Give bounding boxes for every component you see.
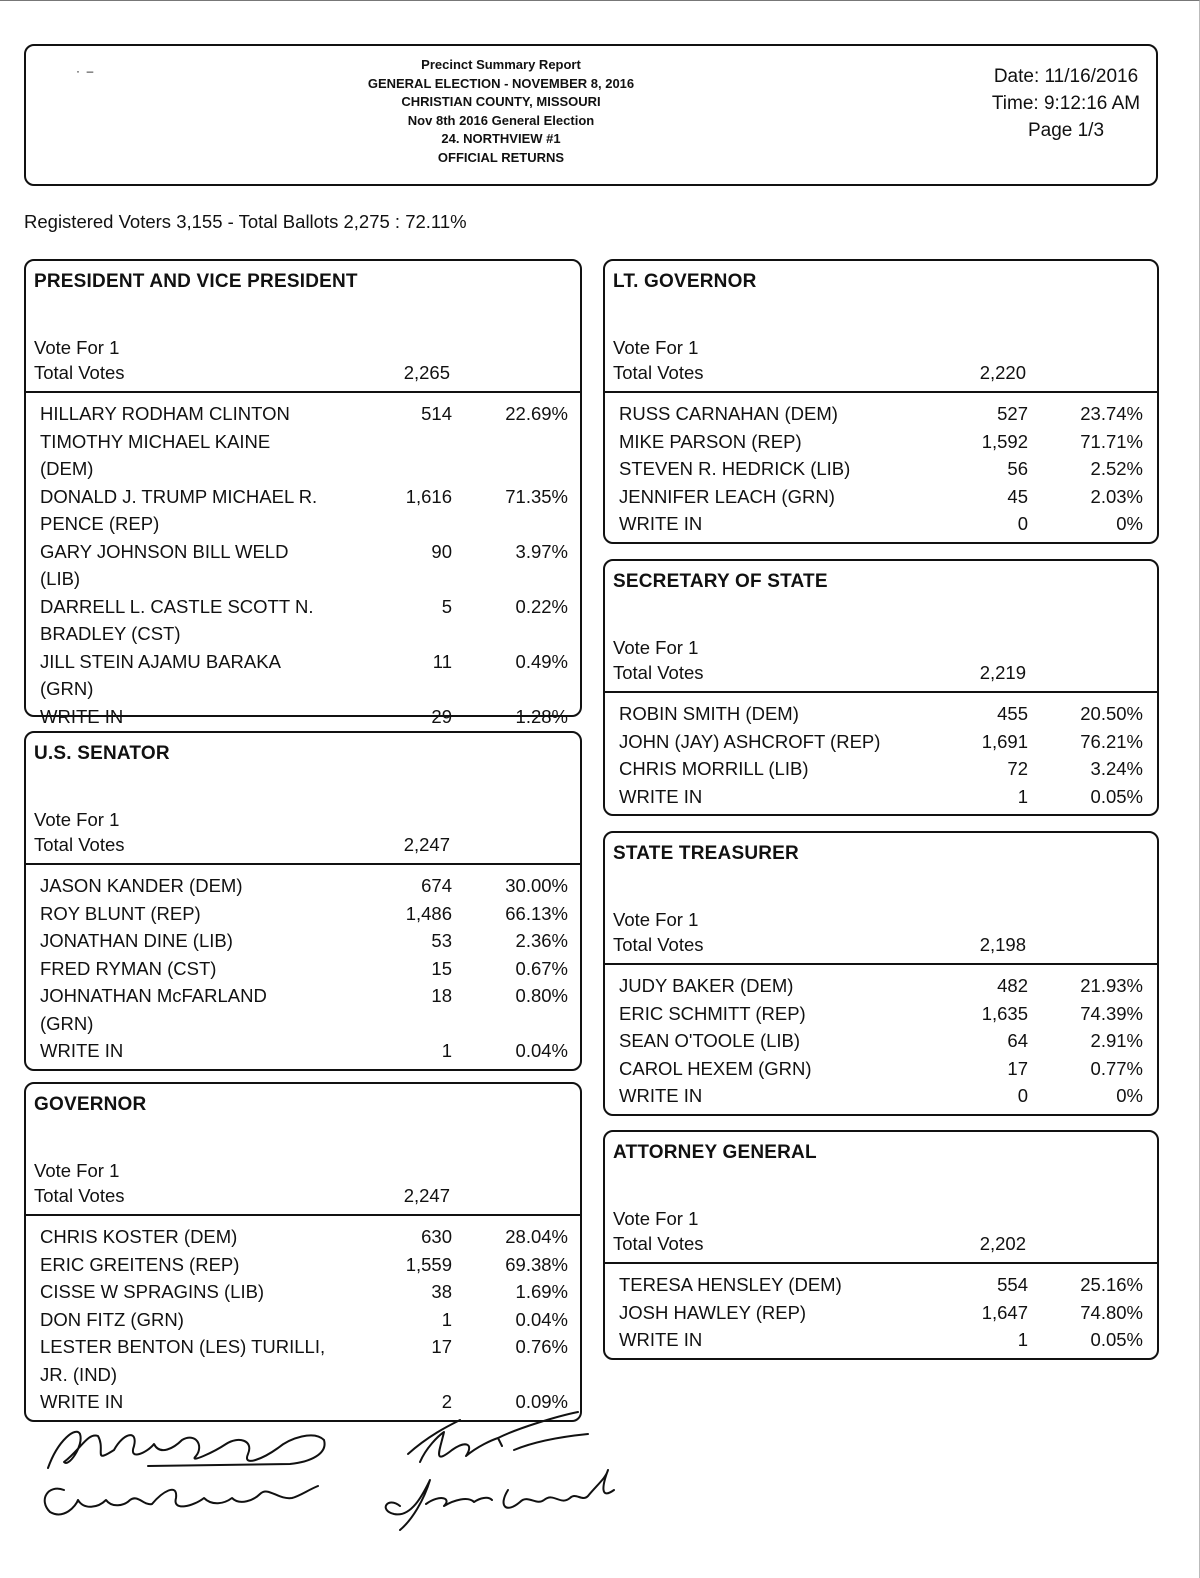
candidate-row — [26, 1333, 580, 1388]
race-title: STATE TREASURER — [613, 843, 799, 864]
election-subtitle: Nov 8th 2016 General Election — [407, 112, 595, 128]
candidate-name: ERIC GREITENS (REP) — [40, 1253, 240, 1275]
candidate-votes: 56 — [1007, 458, 1028, 479]
vote-for-label: Vote For 1 — [34, 809, 120, 830]
candidate-votes: 1,691 — [981, 730, 1028, 752]
total-votes-value: 2,247 — [403, 1185, 450, 1206]
race-title: LT. GOVERNOR — [613, 271, 757, 292]
candidate-row — [605, 1326, 1157, 1354]
candidate-row — [605, 1082, 1157, 1110]
candidate-name: JOSH HAWLEY (REP) — [619, 1301, 807, 1323]
candidate-votes: 11 — [432, 650, 452, 672]
report-title: Precinct Summary Report — [421, 57, 581, 72]
candidate-votes: 45 — [1007, 485, 1028, 507]
candidate-name: WRITE IN — [619, 513, 703, 534]
divider — [605, 1262, 1157, 1264]
candidate-votes: 5 — [441, 595, 452, 617]
candidate-percent: 2.91% — [1090, 1030, 1143, 1051]
total-votes-label: Total Votes — [613, 1233, 704, 1254]
vote-for-label: Vote For 1 — [613, 337, 699, 358]
candidate-votes: 455 — [997, 703, 1028, 724]
candidate-percent: 0% — [1116, 513, 1143, 534]
total-votes-value: 2,198 — [979, 934, 1026, 955]
race-box — [24, 731, 582, 1071]
signature-1 — [48, 1432, 325, 1468]
candidate-name: RUSS CARNAHAN (DEM) — [619, 403, 838, 424]
report-meta — [976, 63, 1156, 144]
candidate-row — [26, 1278, 580, 1306]
candidate-percent: 0.76% — [515, 1336, 568, 1357]
candidate-percent: 0.04% — [515, 1308, 568, 1330]
candidate-name: TIMOTHY MICHAEL KAINE — [40, 430, 271, 452]
candidate-votes: 527 — [997, 403, 1028, 424]
candidate-votes: 64 — [1007, 1030, 1028, 1051]
candidate-percent: 30.00% — [505, 875, 568, 896]
candidate-name: WRITE IN — [40, 705, 124, 727]
scan-mark: · – — [76, 64, 94, 78]
candidate-name: ROBIN SMITH (DEM) — [619, 703, 799, 724]
candidate-votes: 1 — [441, 1308, 452, 1330]
candidate-name: (DEM) — [40, 458, 94, 479]
candidate-percent: 21.93% — [1080, 975, 1143, 996]
candidate-votes: 482 — [997, 975, 1028, 996]
candidate-row — [605, 1027, 1157, 1055]
page-number: Page 1/3 — [1027, 120, 1105, 141]
candidate-percent: 23.74% — [1080, 403, 1143, 424]
candidate-name: CAROL HEXEM (GRN) — [619, 1057, 812, 1079]
candidate-votes: 1 — [441, 1040, 452, 1061]
candidate-votes: 1,559 — [405, 1253, 452, 1275]
candidate-percent: 0.77% — [1090, 1057, 1143, 1079]
total-votes-value: 2,265 — [403, 362, 450, 383]
candidate-name: JILL STEIN AJAMU BARAKA — [40, 650, 281, 672]
candidate-row — [605, 783, 1157, 811]
candidate-percent: 22.69% — [505, 403, 568, 424]
race-title: SECRETARY OF STATE — [613, 571, 828, 592]
divider — [605, 691, 1157, 693]
candidate-votes: 90 — [431, 540, 452, 562]
candidate-votes: 17 — [431, 1336, 452, 1357]
candidate-name: MIKE PARSON (REP) — [619, 430, 802, 452]
total-votes-label: Total Votes — [613, 934, 704, 955]
report-time: Time: 9:12:16 AM — [991, 93, 1141, 114]
candidate-list — [26, 1223, 580, 1416]
total-votes-value: 2,219 — [979, 662, 1026, 683]
race-box — [24, 1082, 582, 1422]
candidate-votes: 29 — [431, 705, 452, 727]
signature-2 — [45, 1486, 318, 1514]
candidate-percent: 1.69% — [515, 1281, 568, 1302]
candidate-percent: 3.97% — [515, 540, 568, 562]
total-votes-label: Total Votes — [34, 362, 125, 383]
candidate-name: WRITE IN — [619, 1085, 703, 1106]
candidate-row — [605, 700, 1157, 728]
candidate-name: JASON KANDER (DEM) — [40, 875, 243, 896]
signature-block — [28, 1410, 668, 1540]
candidate-votes: 0 — [1017, 513, 1028, 534]
race-title: ATTORNEY GENERAL — [613, 1142, 817, 1163]
report-date: Date: 11/16/2016 — [993, 66, 1139, 87]
candidate-name: JOHNATHAN McFARLAND — [40, 985, 267, 1006]
candidate-row — [605, 972, 1157, 1000]
candidate-votes: 15 — [431, 957, 452, 979]
report-title-block — [316, 56, 686, 167]
precinct-name: 24. NORTHVIEW #1 — [441, 131, 561, 146]
candidate-name: JR. (IND) — [40, 1363, 118, 1385]
total-votes-value: 2,247 — [403, 834, 450, 855]
candidate-row — [26, 483, 580, 538]
candidate-votes: 630 — [421, 1226, 452, 1247]
candidate-name: PENCE (REP) — [40, 513, 160, 534]
divider — [26, 1214, 580, 1216]
candidate-votes: 1,486 — [405, 902, 452, 924]
candidate-percent: 0.49% — [515, 650, 568, 672]
candidate-row — [26, 1306, 580, 1334]
candidate-percent: 0% — [1116, 1085, 1143, 1106]
candidate-name: WRITE IN — [619, 1329, 703, 1350]
candidate-row — [26, 872, 580, 900]
candidate-list — [26, 872, 580, 1065]
vote-for-label: Vote For 1 — [34, 1160, 120, 1181]
candidate-percent: 76.21% — [1080, 730, 1143, 752]
registered-voters-summary: Registered Voters 3,155 - Total Ballots 2,275 : 72.11% — [24, 211, 467, 232]
candidate-name: DARRELL L. CASTLE SCOTT N. — [40, 595, 314, 617]
race-box — [603, 559, 1159, 816]
candidate-percent: 0.05% — [1090, 785, 1143, 807]
vote-for-label: Vote For 1 — [34, 337, 120, 358]
candidate-percent: 0.80% — [515, 985, 568, 1006]
candidate-row — [26, 703, 580, 731]
candidate-name: ERIC SCHMITT (REP) — [619, 1002, 806, 1024]
candidate-list — [605, 700, 1157, 810]
candidate-votes: 1,616 — [405, 485, 452, 507]
total-votes-value: 2,202 — [979, 1233, 1026, 1254]
race-title: PRESIDENT AND VICE PRESIDENT — [34, 271, 358, 292]
candidate-list — [605, 400, 1157, 538]
vote-for-label: Vote For 1 — [613, 1208, 699, 1229]
candidate-row — [605, 1055, 1157, 1083]
candidate-name: HILLARY RODHAM CLINTON — [40, 403, 290, 424]
report-header — [24, 44, 1158, 186]
candidate-votes: 1,592 — [981, 430, 1028, 452]
candidate-name: STEVEN R. HEDRICK (LIB) — [619, 458, 851, 479]
candidate-name: JENNIFER LEACH (GRN) — [619, 485, 835, 507]
divider — [605, 391, 1157, 393]
candidate-percent: 0.04% — [515, 1040, 568, 1061]
candidate-votes: 554 — [997, 1274, 1028, 1295]
total-votes-value: 2,220 — [979, 362, 1026, 383]
candidate-list — [605, 972, 1157, 1110]
candidate-row — [605, 755, 1157, 783]
candidate-votes: 72 — [1007, 758, 1028, 779]
candidate-votes: 1,647 — [981, 1301, 1028, 1323]
race-title: GOVERNOR — [34, 1094, 147, 1115]
candidate-percent: 0.05% — [1090, 1329, 1143, 1350]
candidate-percent: 0.09% — [515, 1391, 568, 1412]
candidate-votes: 38 — [431, 1281, 452, 1302]
candidate-name: ROY BLUNT (REP) — [40, 902, 201, 924]
candidate-name: CHRIS MORRILL (LIB) — [619, 758, 809, 779]
candidate-name: FRED RYMAN (CST) — [40, 957, 217, 979]
candidate-percent: 25.16% — [1080, 1274, 1143, 1295]
divider — [26, 391, 580, 393]
candidate-name: SEAN O'TOOLE (LIB) — [619, 1030, 801, 1051]
candidate-row — [605, 1000, 1157, 1028]
election-name: GENERAL ELECTION - NOVEMBER 8, 2016 — [367, 75, 635, 91]
candidate-row — [26, 1223, 580, 1251]
candidate-name: TERESA HENSLEY (DEM) — [619, 1274, 842, 1295]
county-name: CHRISTIAN COUNTY, MISSOURI — [401, 94, 601, 109]
candidate-percent: 20.50% — [1080, 703, 1143, 724]
candidate-percent: 71.35% — [505, 485, 568, 507]
candidate-percent: 74.80% — [1080, 1301, 1143, 1323]
total-votes-label: Total Votes — [613, 662, 704, 683]
candidate-row — [26, 1037, 580, 1065]
race-box — [603, 831, 1159, 1116]
candidate-name: DON FITZ (GRN) — [40, 1308, 184, 1330]
candidate-name: CISSE W SPRAGINS (LIB) — [40, 1281, 265, 1302]
candidate-percent: 66.13% — [505, 902, 568, 924]
signature-3 — [408, 1412, 588, 1462]
candidate-row — [605, 1299, 1157, 1327]
candidate-row — [605, 510, 1157, 538]
candidate-votes: 1 — [1017, 785, 1028, 807]
candidate-name: LESTER BENTON (LES) TURILLI, — [40, 1336, 326, 1357]
candidate-row — [26, 955, 580, 983]
candidate-percent: 3.24% — [1090, 758, 1143, 779]
divider — [26, 863, 580, 865]
candidate-percent: 71.71% — [1080, 430, 1143, 452]
candidate-row — [26, 400, 580, 483]
candidate-row — [605, 455, 1157, 483]
divider — [605, 963, 1157, 965]
candidate-row — [26, 900, 580, 928]
signature-4 — [386, 1470, 614, 1530]
candidate-list — [605, 1271, 1157, 1354]
candidate-row — [26, 1251, 580, 1279]
race-box — [603, 259, 1159, 544]
total-votes-label: Total Votes — [34, 834, 125, 855]
candidate-percent: 2.03% — [1090, 485, 1143, 507]
candidate-row — [605, 483, 1157, 511]
candidate-percent: 0.67% — [515, 957, 568, 979]
candidate-row — [26, 648, 580, 703]
total-votes-label: Total Votes — [34, 1185, 125, 1206]
candidate-votes: 1 — [1017, 1329, 1028, 1350]
candidate-percent: 28.04% — [505, 1226, 568, 1247]
candidate-name: JOHN (JAY) ASHCROFT (REP) — [619, 730, 881, 752]
candidate-list — [26, 400, 580, 730]
race-title: U.S. SENATOR — [34, 743, 170, 764]
candidate-votes: 514 — [421, 403, 452, 424]
candidate-votes: 674 — [421, 875, 452, 896]
candidate-row — [26, 927, 580, 955]
candidate-name: BRADLEY (CST) — [40, 623, 181, 644]
candidate-row — [26, 538, 580, 593]
candidate-percent: 1.28% — [515, 705, 568, 727]
candidate-votes: 53 — [431, 930, 452, 951]
candidate-name: (LIB) — [40, 568, 81, 589]
candidate-name: WRITE IN — [40, 1040, 124, 1061]
candidate-votes: 17 — [1007, 1057, 1028, 1079]
candidate-name: JONATHAN DINE (LIB) — [40, 930, 233, 951]
candidate-votes: 2 — [441, 1391, 452, 1412]
candidate-name: WRITE IN — [40, 1391, 124, 1412]
race-box — [603, 1130, 1159, 1360]
candidate-votes: 1,635 — [981, 1002, 1028, 1024]
candidate-votes: 18 — [431, 985, 452, 1006]
candidate-row — [605, 728, 1157, 756]
candidate-votes: 0 — [1017, 1085, 1028, 1106]
candidate-row — [605, 400, 1157, 428]
candidate-name: (GRN) — [40, 678, 94, 699]
candidate-percent: 0.22% — [515, 595, 568, 617]
candidate-row — [26, 593, 580, 648]
returns-status: OFFICIAL RETURNS — [437, 149, 565, 165]
candidate-percent: 74.39% — [1080, 1002, 1143, 1024]
vote-for-label: Vote For 1 — [613, 637, 699, 658]
candidate-name: (GRN) — [40, 1012, 94, 1034]
candidate-percent: 69.38% — [505, 1253, 568, 1275]
candidate-percent: 2.36% — [515, 930, 568, 951]
candidate-name: DONALD J. TRUMP MICHAEL R. — [40, 485, 318, 507]
candidate-name: CHRIS KOSTER (DEM) — [40, 1226, 238, 1247]
candidate-row — [605, 1271, 1157, 1299]
vote-for-label: Vote For 1 — [613, 909, 699, 930]
candidate-row — [605, 428, 1157, 456]
total-votes-label: Total Votes — [613, 362, 704, 383]
candidate-name: JUDY BAKER (DEM) — [619, 975, 794, 996]
candidate-name: GARY JOHNSON BILL WELD — [40, 540, 289, 562]
candidate-percent: 2.52% — [1090, 458, 1143, 479]
candidate-name: WRITE IN — [619, 785, 703, 807]
race-box — [24, 259, 582, 727]
candidate-row — [26, 982, 580, 1037]
